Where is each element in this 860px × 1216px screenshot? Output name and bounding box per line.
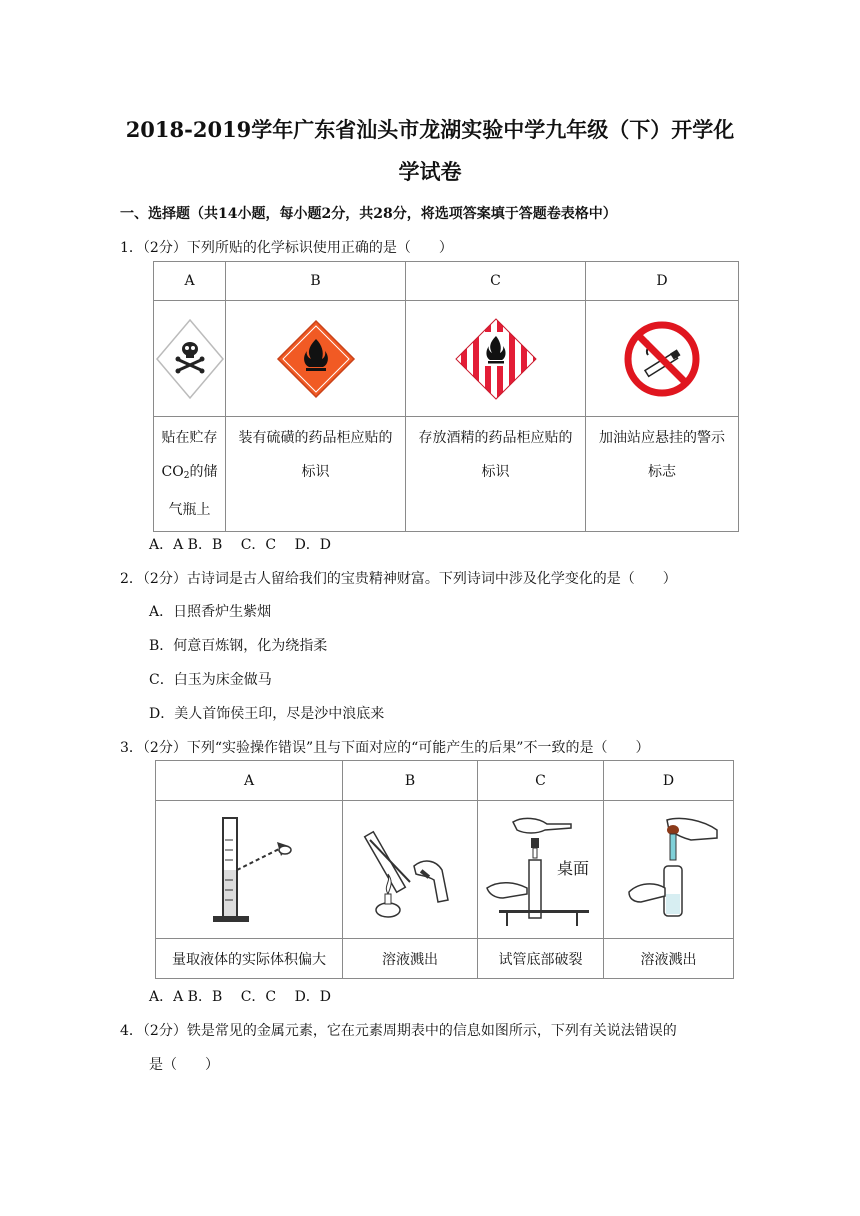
q1-header-d: D <box>586 262 739 301</box>
no-smoking-sign-icon <box>586 301 739 417</box>
question-4-stem-line-2: 是（ ） <box>149 1057 219 1073</box>
question-3-table <box>155 760 734 979</box>
exam-title-line-2: 学试卷 <box>398 159 462 184</box>
q3-caption-d: 溶液溅出 <box>604 939 734 979</box>
q3-caption-c: 试管底部破裂 <box>478 939 604 979</box>
exam-title-line-1: 2018-2019学年广东省汕头市龙湖实验中学九年级（下）开学化 <box>125 117 735 142</box>
q1-caption-b: 装有硫磺的药品柜应贴的 标识 <box>226 417 406 532</box>
question-2-option-d: D．美人首饰侯王印，尽是沙中浪底来 <box>149 706 385 722</box>
question-3-options: A．A B．B C．C D．D <box>149 989 332 1005</box>
test-tube-heating-icon <box>343 801 478 939</box>
graduated-cylinder-icon <box>156 801 343 939</box>
q1-header-c: C <box>406 262 586 301</box>
q3-header-d: D <box>604 761 734 801</box>
toxic-sign-icon <box>154 301 226 417</box>
q1-header-a: A <box>154 262 226 301</box>
q3-header-b: B <box>343 761 478 801</box>
question-2-option-b: B．何意百炼钢，化为绕指柔 <box>149 638 328 654</box>
section-heading: 一、选择题（共14小题，每小题2分，共28分，将选项答案填于答题卷表格中） <box>120 206 617 222</box>
question-2-stem: 2．（2分）古诗词是古人留给我们的宝贵精神财富。下列诗词中涉及化学变化的是（ ） <box>120 571 677 587</box>
q3-caption-b: 溶液溅出 <box>343 939 478 979</box>
q1-caption-c: 存放酒精的药品柜应贴的 标识 <box>406 417 586 532</box>
flammable-solid-sign-icon <box>406 301 586 417</box>
q3-header-c: C <box>478 761 604 801</box>
question-1-options: A．A B．B C．C D．D <box>149 537 332 553</box>
dropper-test-tube-icon <box>478 801 604 939</box>
question-2-option-a: A．日照香炉生紫烟 <box>149 604 272 620</box>
q1-caption-a: 贴在贮存 $CO_2$的储 气瓶上 <box>154 417 226 532</box>
question-2-option-c: C．白玉为床金做马 <box>149 672 272 688</box>
flammable-sign-icon <box>226 301 406 417</box>
q1-caption-d: 加油站应悬挂的警示 标志 <box>586 417 739 532</box>
dropper-hand-icon <box>604 801 734 939</box>
question-1-table <box>153 261 739 532</box>
question-4-stem-line-1: 4．（2分）铁是常见的金属元素，它在元素周期表中的信息如图所示，下列有关说法错误的 <box>120 1023 677 1039</box>
question-3-stem: 3．（2分）下列“实验操作错误”且与下面对应的“可能产生的后果”不一致的是（ ） <box>120 740 650 756</box>
q1-header-b: B <box>226 262 406 301</box>
q3-header-a: A <box>156 761 343 801</box>
desk-label: 桌面 <box>556 858 589 878</box>
question-1-stem: 1．（2分）下列所贴的化学标识使用正确的是（ ） <box>120 240 453 256</box>
q3-caption-a: 量取液体的实际体积偏大 <box>156 939 343 979</box>
